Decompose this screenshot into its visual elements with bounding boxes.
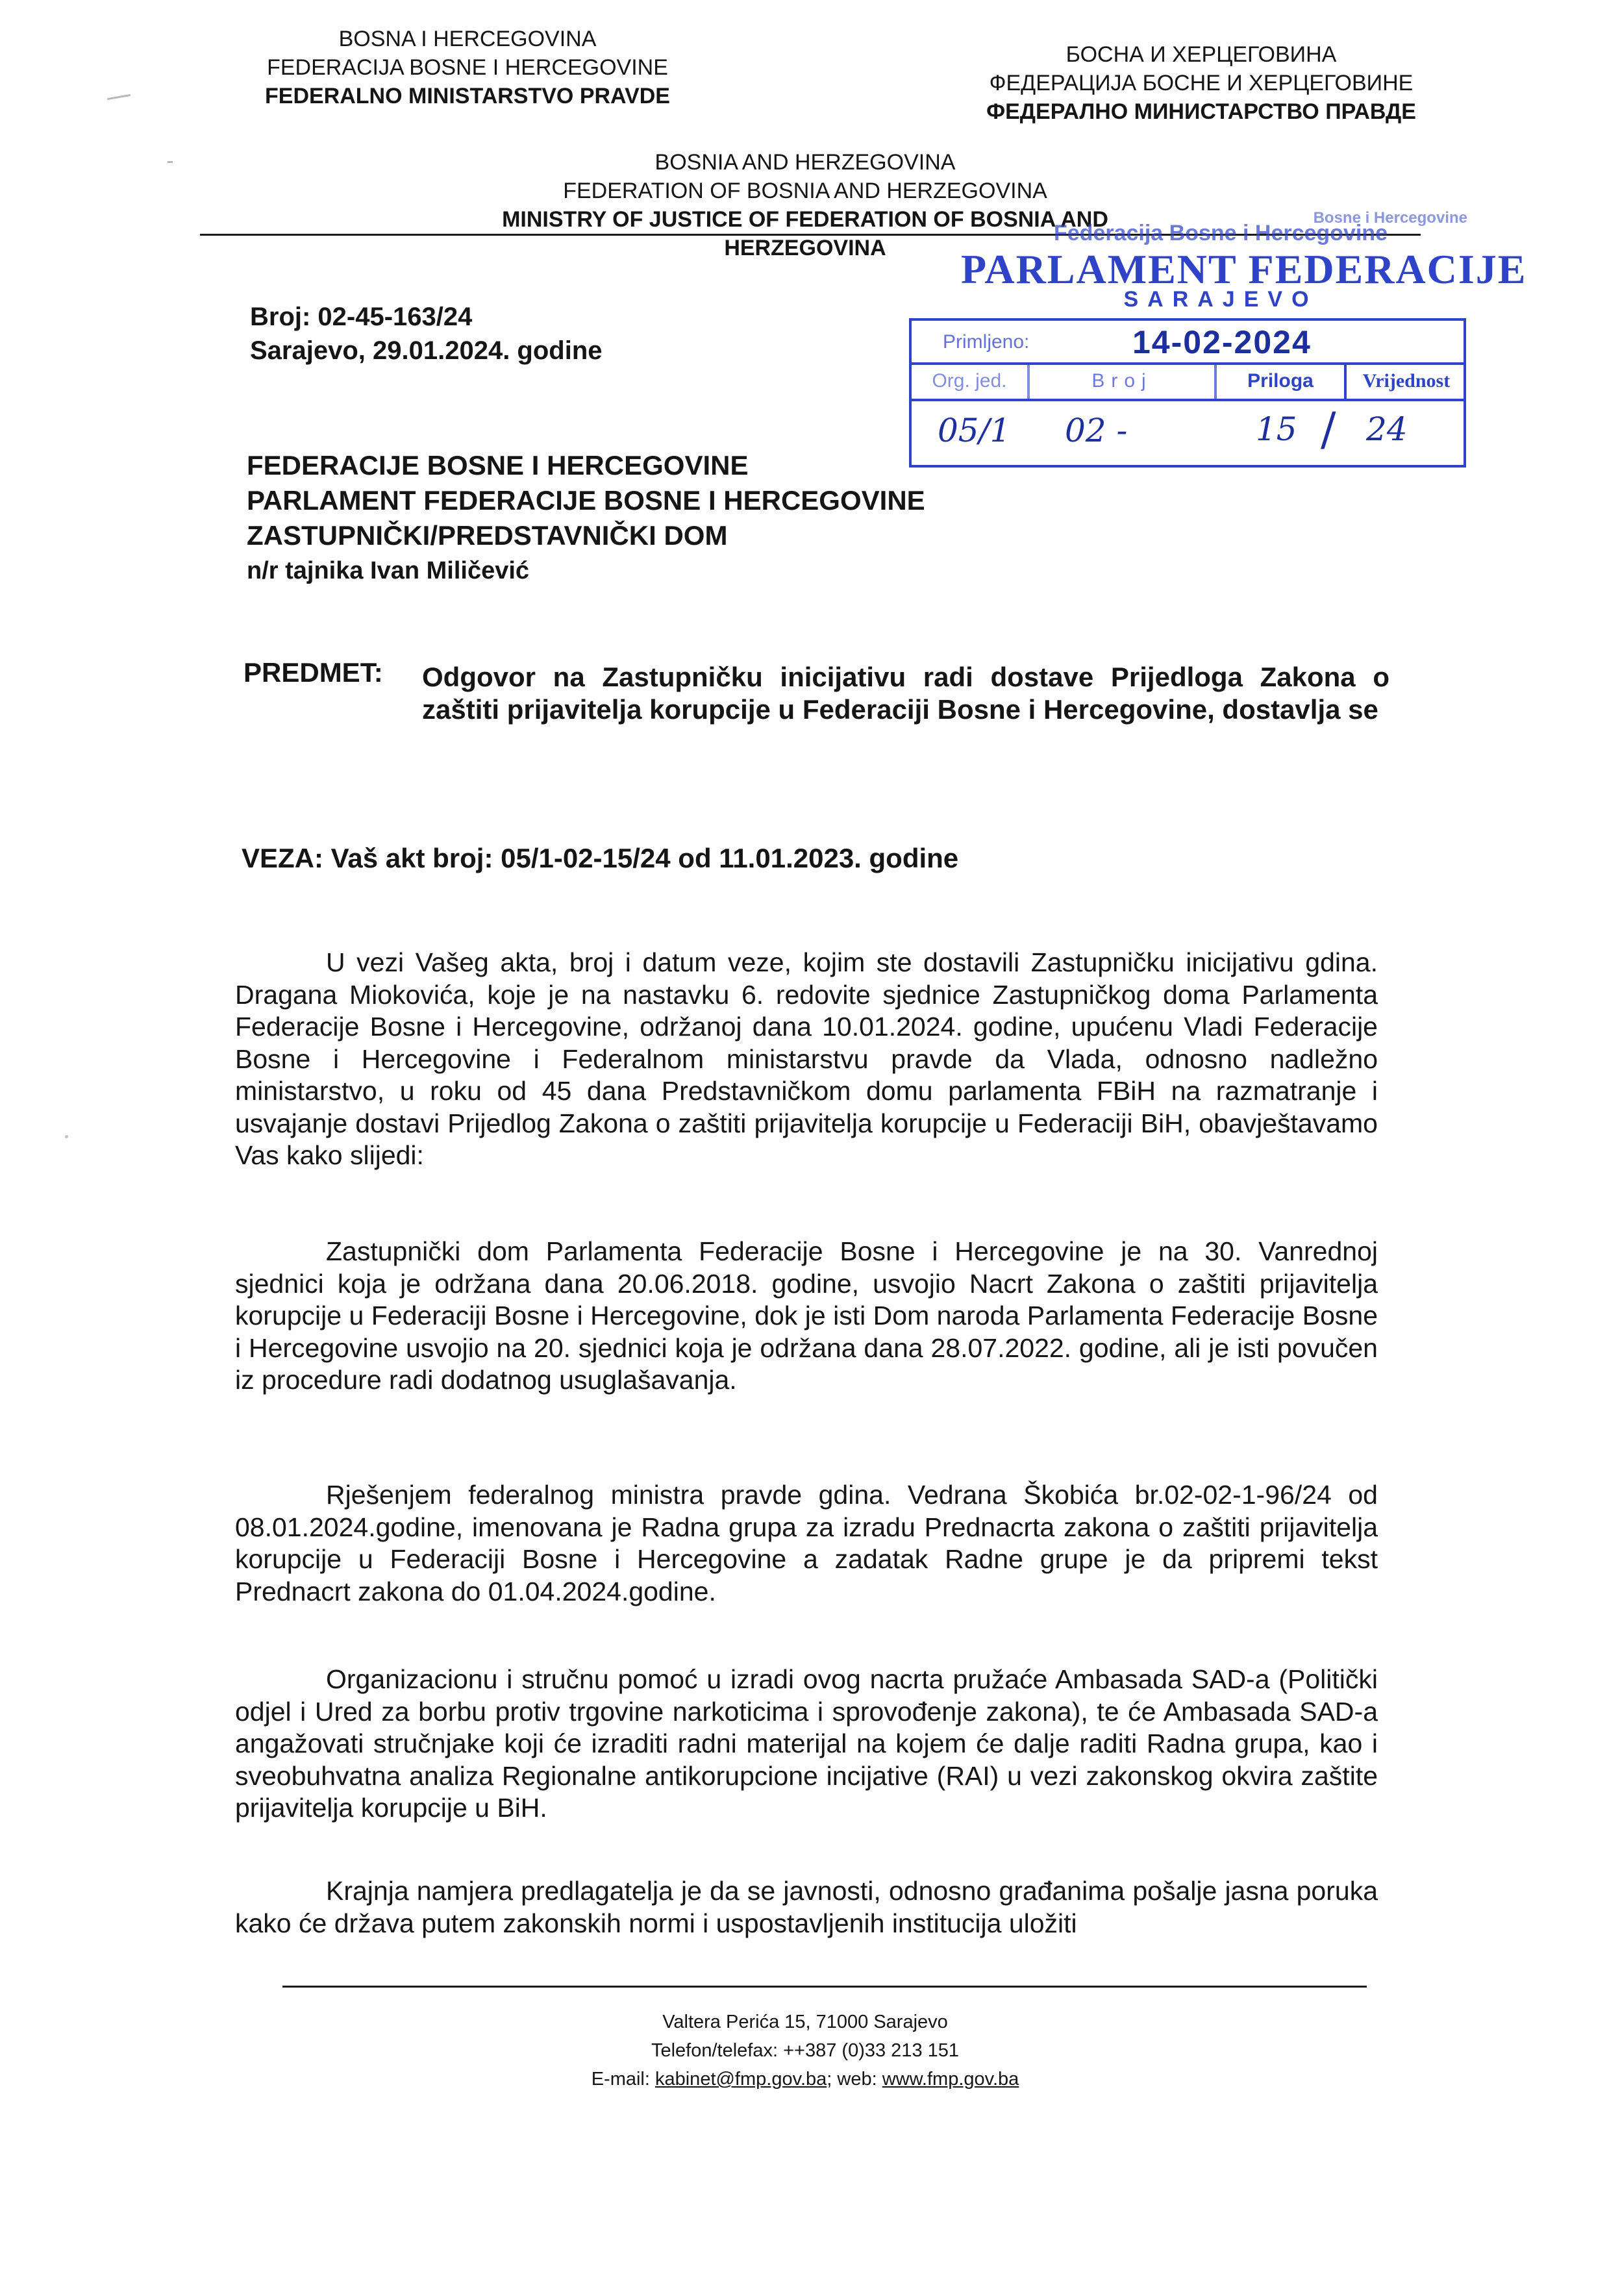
document-reference [250, 300, 834, 368]
recipient-line-3: ZASTUPNIČKI/PREDSTAVNIČKI DOM [247, 520, 728, 551]
body-paragraph-2: Zastupnički dom Parlamenta Federacije Bosne i Hercegovine je na 30. Vanrednoj sjednici koja je održana dana 20.06.2018. godine, usvojio Nacrt Zakona o zaštiti prijavitelja korupcije u Federaciji Bosne i Hercegovine, dok je isti Dom naroda Parlamenta Federacije Bosne i Hercegovine usvojio na 20. sjednici koja je održana dana 28.07.2022. godine, ali je isti povučen iz procedure radi dodatnog usuglašavanja. [235, 1236, 1378, 1395]
stray-mark [107, 94, 131, 100]
footer-divider [282, 1986, 1367, 1988]
stamp-col-vrijednost: Vrijednost [1362, 370, 1451, 392]
stamp-number-handwritten: 02 - [1065, 412, 1128, 449]
recipient-block [247, 448, 1156, 588]
stamp-attachments-handwritten: 15 [1256, 410, 1297, 448]
stamp-col-broj: Broj [1030, 365, 1217, 399]
footer-phone: Telefon/telefax: ++387 (0)33 213 151 [651, 2040, 960, 2061]
stamp-col-org: Org. jed. [912, 365, 1030, 399]
stamp-org-unit-handwritten: 05/1 [938, 412, 1011, 449]
recipient-line-2: PARLAMENT FEDERACIJE BOSNE I HERCEGOVINE [247, 485, 925, 516]
stamp-header-row [912, 365, 1464, 401]
stamp-city: SARAJEVO [1123, 287, 1318, 312]
header-latin [247, 25, 688, 110]
footer-address: Valtera Perića 15, 71000 Sarajevo [662, 2012, 948, 2032]
stamp-received-date: 14-02-2024 [1132, 324, 1312, 360]
stray-mark [168, 161, 173, 163]
document-place-date: Sarajevo, 29.01.2024. godine [250, 336, 603, 365]
body-paragraph-3: Rješenjem federalnog ministra pravde gdina. Vedrana Škobića br.02-02-1-96/24 od 08.01.2024.godine, imenovana je Radna grupa za izradu Prednacrta zakona o zaštiti prijavitelja korupcije u Federaciji Bosne i Hercegovine a zadatak Radne grupe je da pripremi tekst Prednacrt zakona do 01.04.2024.godine. [235, 1480, 1378, 1606]
header-federation-cyr: ФЕДЕРАЦИЈА БОСНЕ И ХЕРЦЕГОВИНЕ [989, 71, 1414, 95]
stamp-federation: Federacija Bosne i Hercegovine [1054, 221, 1388, 245]
footer-contact [506, 2065, 1104, 2093]
stamp-value-handwritten: 24 [1366, 410, 1408, 448]
body-paragraph-1: U vezi Vašeg akta, broj i datum veze, kojim ste dostavili Zastupničku inicijativu gdina. Dragana Miokovića, koje je na nastavku 6. redovite sjednice Zastupničkog doma Parlamenta Federacije Bosne i Hercegovine, održanoj dana 10.01.2024. godine, upućenu Vladi Federacije Bosne i Hercegovine i Federalnom ministarstvu pravde da Vlada, odnosno nadležno ministarstvo, u roku od 45 dana Predstavničkom domu parlamenta FBiH na razmatranje i usvajanje dostavi Prijedlog Zakona o zaštiti prijavitelja korupcije u Federaciji BiH, obavještavamo Vas kako slijedi: [235, 947, 1378, 1170]
reference-link: VEZA: Vaš akt broj: 05/1-02-15/24 od 11.01.2023. godine [242, 843, 959, 873]
recipient-line-1: FEDERACIJE BOSNE I HERCEGOVINE [247, 450, 749, 480]
header-ministry: FEDERALNO MINISTARSTVO PRAVDE [265, 84, 670, 108]
header-ministry-cyr: ФЕДЕРАЛНО МИНИСТАРСТВО ПРАВДЕ [986, 99, 1416, 124]
body-paragraph-5: Krajnja namjera predlagatelja je da se javnosti, odnosno građanima pošalje jasna poruka kako će država putem zakonskih normi i uspostavljenih institucija uložiti [235, 1876, 1378, 1938]
stamp-received-label: Primljeno: [943, 331, 1030, 353]
header-federation: FEDERACIJA BOSNE I HERCEGOVINE [267, 55, 668, 80]
stamp-slash: / [1321, 403, 1336, 456]
header-federation-en: FEDERATION OF BOSNIA AND HERZEGOVINA [563, 179, 1047, 203]
stamp-parliament: PARLAMENT FEDERACIJE [961, 246, 1527, 292]
footer-email-link[interactable]: kabinet@fmp.gov.ba [654, 2069, 827, 2090]
header-country-en: BOSNIA AND HERZEGOVINA [654, 150, 956, 175]
header-cyrillic [974, 40, 1428, 126]
stamp-received-row [912, 321, 1464, 365]
stamp-col-priloga: Priloga [1217, 365, 1347, 399]
recipient-attention: n/r tajnika Ivan Miličević [247, 557, 530, 584]
stray-mark [65, 1135, 68, 1138]
footer [506, 2008, 1104, 2093]
header-ministry-en: MINISTRY OF JUSTICE OF FEDERATION OF BOSNIA AND HERZEGOVINA [502, 207, 1108, 260]
received-stamp [909, 209, 1527, 480]
document-number: Broj: 02-45-163/24 [250, 303, 473, 331]
subject-text: Odgovor na Zastupničku inicijativu radi dostave Prijedloga Zakona o zaštiti prijavitelja korupcije u Federaciji Bosne i Hercegovine, dostavlja se [422, 662, 1389, 725]
stamp-table [909, 318, 1466, 468]
body-paragraph-4: Organizacionu i stručnu pomoć u izradi ovog nacrta pružaće Ambasada SAD-a (Politički odjel i Ured za borbu protiv trgovine narkoticima i sprovođenje zakona), te će Ambasada SAD-a angažovati stručnjake koji će izraditi radni materijal na kojem će dalje raditi Radna grupa, kao i sveobuhvatna analiza Regionalne antikorupcione incijative (RAI) u vezi zakonskog okvira zaštite prijavitelja korupcije u BiH. [235, 1664, 1378, 1823]
footer-web-link[interactable]: www.fmp.gov.ba [882, 2069, 1019, 2090]
footer-email-label: E-mail: [591, 2069, 655, 2090]
header-country: BOSNA I HERCEGOVINA [338, 27, 597, 51]
subject-label: PREDMET: [243, 657, 383, 688]
footer-web-label: ; web: [827, 2069, 882, 2090]
header-country-cyr: БОСНА И ХЕРЦЕГОВИНА [1065, 42, 1337, 67]
stamp-faded-text: Bosne i Hercegovine [1313, 209, 1467, 227]
